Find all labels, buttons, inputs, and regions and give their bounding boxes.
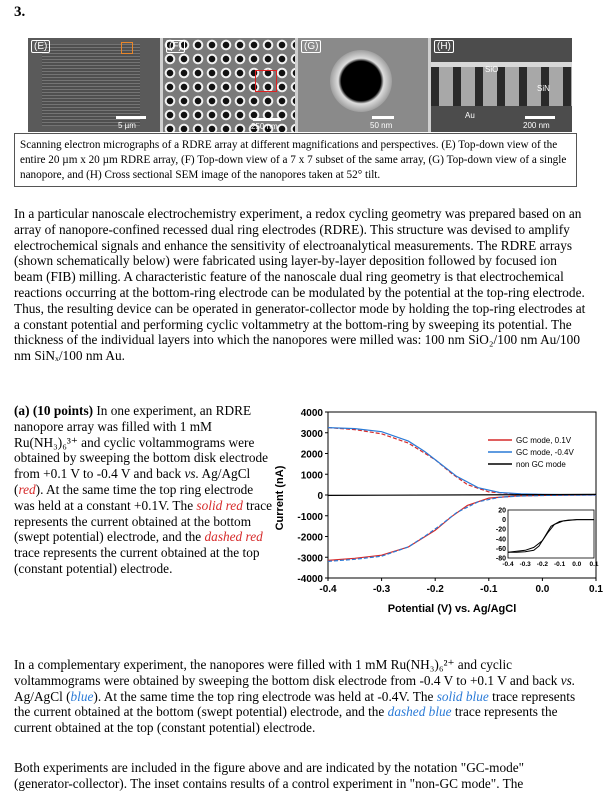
x-tick-label: -0.3 [372, 584, 391, 595]
part-a-heading: (a) (10 points) [14, 403, 94, 418]
text-run: trace represents the current obtained at the bottom (swept potential) electrode, and the [14, 497, 272, 545]
y-axis-label: Current (nA) [274, 465, 286, 531]
scale-label: 50 nm [370, 121, 393, 130]
text-run: ). At the same time the top ring electrode was held at -0.4V. The [93, 688, 437, 704]
part-a-paragraph [14, 403, 276, 577]
inset-y-tick-label: -60 [495, 545, 506, 553]
text-run: blue [70, 688, 94, 704]
text-run: trace represents the current obtained at the bottom (swept potential) electrode, and the [14, 688, 576, 720]
text-run: solid red [196, 497, 243, 513]
micrograph-label: (G) [301, 40, 321, 53]
micrograph-label: (E) [31, 40, 50, 53]
paragraph-3: Both experiments are included in the figure above and are indicated by the notation "GC-mode" (generator-collector). The inset contains results of a control experiment in "non-GC mode". The [14, 760, 525, 791]
micrograph-label: (H) [434, 40, 454, 53]
text-run: ). At the same time the top ring electrode was held at a constant +0.1V. The [14, 481, 254, 513]
scale-label: 200 nm [523, 121, 550, 130]
text-run: Ag/AgCl ( [14, 688, 71, 704]
scale-bar [372, 116, 394, 119]
x-tick-label: 0.0 [535, 584, 550, 595]
y-tick-label: -3000 [297, 553, 323, 565]
x-axis-label: Potential (V) vs. Ag/AgCl [387, 603, 517, 615]
text-run: vs. [560, 672, 576, 688]
inset-y-tick-label: 0 [502, 517, 506, 525]
micrograph-f [163, 38, 295, 132]
inset-x-tick-label: -0.3 [519, 561, 531, 568]
inset-x-tick-label: -0.2 [536, 561, 549, 568]
text-run: trace represents the current obtained at the top (constant potential) electrode. [14, 545, 260, 576]
y-tick-label: -2000 [297, 532, 323, 544]
text-run: In a complementary experiment, the nanopores were filled with 1 mM Ru(NH₃)₆²⁺ and cyclic voltammograms were obtained by sweeping the bottom disk electrode from -0.4 V to +0.1 V and back [14, 657, 561, 688]
micrograph-row [28, 38, 572, 132]
micrograph-h [431, 38, 572, 132]
x-tick-label: -0.1 [480, 584, 498, 595]
text-run: red [18, 481, 36, 497]
inset-y-tick-label: -40 [495, 536, 506, 544]
inset-y-tick-label: -20 [495, 526, 506, 534]
legend-label: GC mode, -0.4V [516, 448, 574, 457]
layer-label-au: Au [465, 111, 475, 120]
y-tick-label: -1000 [297, 511, 323, 523]
text-run: vs. [184, 466, 199, 482]
inset-x-tick-label: -0.4 [502, 561, 514, 568]
inset-x-tick-label: -0.1 [553, 561, 566, 568]
cv-chart [276, 406, 606, 626]
micrograph-label: (F) [166, 40, 185, 53]
legend-label: GC mode, 0.1V [516, 436, 572, 445]
scale-label: 5 µm [118, 121, 136, 130]
legend-label: non GC mode [516, 460, 566, 469]
figure-caption: Scanning electron micrographs of a RDRE array at different magnifications and perspectives. (E) Top-down view of the entire 20 µm x 20 µm RDRE array, (F) Top-down view of a 7 x 7 subset of the same array, (G) Top-down view of a single nanopore, and (H) Cross sectional SEM image of the nanopores taken at 52° tilt. [14, 133, 577, 187]
micrograph-e [28, 38, 160, 132]
scale-bar [253, 118, 281, 121]
scale-label: 250 nm [251, 122, 278, 131]
text-run: dashed red [204, 529, 263, 545]
inset-y-tick-label: -80 [495, 555, 506, 563]
inset-x-tick-label: 0.0 [572, 561, 582, 568]
text-run: Ag/AgCl ( [14, 466, 251, 497]
text-run: trace represents the current obtained at the top (constant potential) electrode. [14, 704, 558, 736]
text-run: In one experiment, an RDRE nanopore array was filled with 1 mM Ru(NH₃)₆³⁺ and cyclic voltammograms were obtained by sweeping the bottom disk electrode from +0.1 V to -0.4 V and back [14, 403, 269, 482]
x-tick-label: 0.1 [589, 584, 603, 595]
scale-bar [116, 116, 146, 119]
x-tick-label: -0.2 [426, 584, 444, 595]
inset-y-tick-label: 20 [498, 507, 506, 515]
text-run: solid blue [436, 688, 489, 704]
y-tick-label: 0 [317, 491, 323, 502]
y-tick-label: -4000 [297, 574, 323, 585]
layer-label-sio: SiO [485, 65, 499, 74]
text-run: dashed blue [387, 704, 452, 720]
inset-x-tick-label: 0.1 [589, 561, 599, 568]
layer-label-sin: SiN [537, 84, 550, 93]
scale-bar [525, 116, 555, 119]
y-tick-label: 3000 [300, 428, 323, 440]
y-tick-label: 2000 [300, 449, 323, 461]
question-number: 3. [14, 4, 26, 20]
intro-paragraph: In a particular nanoscale electrochemistry experiment, a redox cycling geometry was prepared based on an array of nanopore-confined recessed dual ring electrodes (RDRE). This structure was devised to amplify electrochemical signals and enhance the sensitivity of electroanalytical measurements. The RDRE arrays (shown schematically below) were fabricated using layer-by-layer deposition followed by focused ion beam (FIB) milling. A characteristic feature of the nanoscale dual ring geometry is that electrochemical reactions occurring at the bottom-ring electrode can be modulated by the potential at the top-ring electrode. Thus, the resulting device can be operated in generator-collector mode by holding the top-ring electrodes at a constant potential and performing cyclic voltammetry at the bottom-ring by sweeping its potential. The thickness of the individual layers into which the nanopores were milled was: 100 nm SiO₂/100 nm Au/100 nm SiNₓ/100 nm Au. [14, 206, 586, 364]
paragraph-2 [14, 657, 586, 736]
x-tick-label: -0.4 [319, 584, 337, 595]
micrograph-g [298, 38, 428, 132]
y-tick-label: 4000 [300, 408, 323, 419]
y-tick-label: 1000 [300, 470, 323, 482]
